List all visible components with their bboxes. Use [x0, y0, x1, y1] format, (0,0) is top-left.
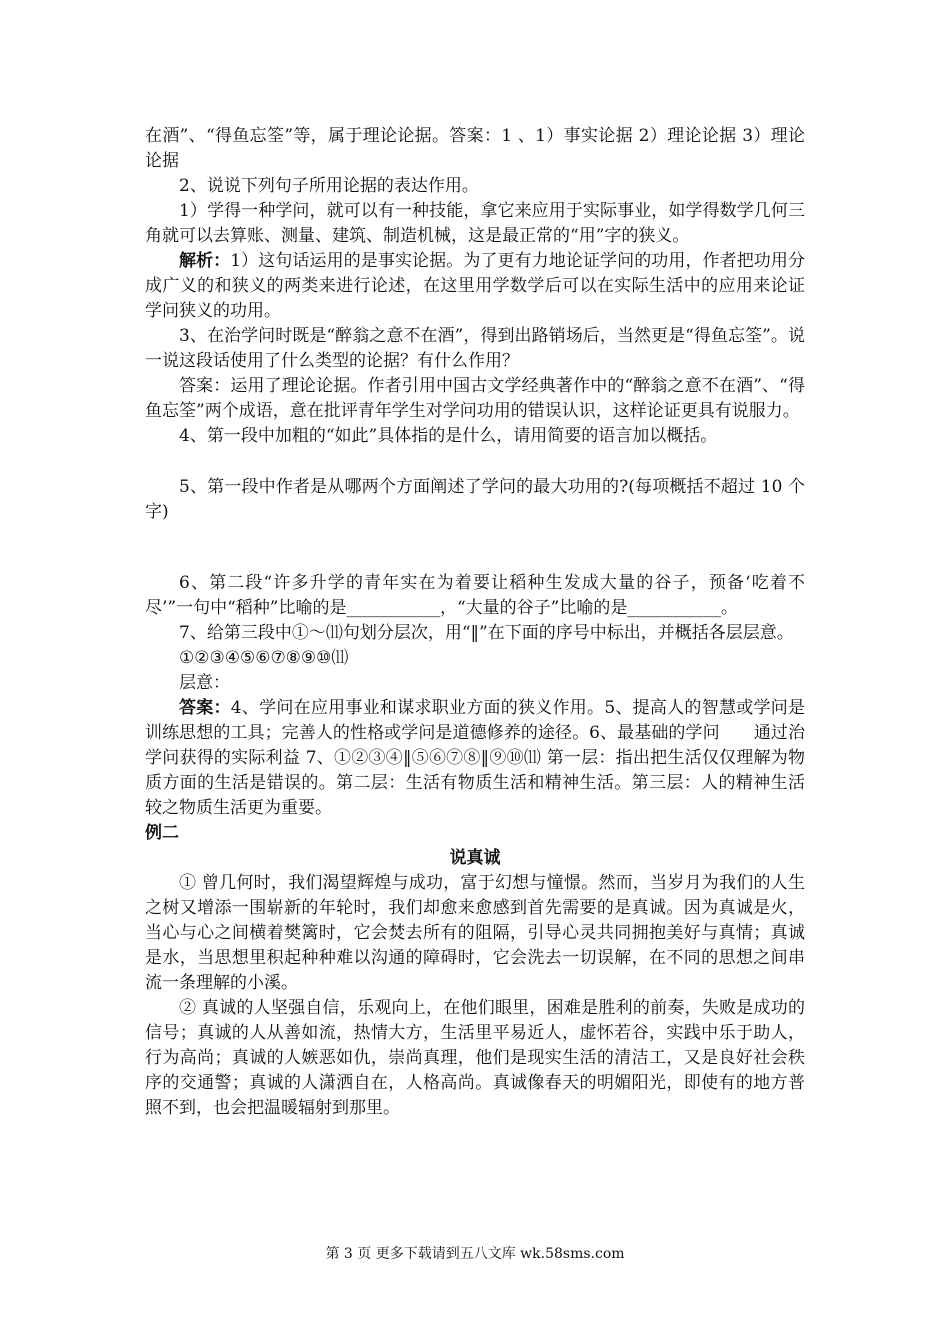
analysis-paragraph [145, 249, 805, 324]
question-3-answer: 答案：运用了理论论据。作者引用中国古文学经典著作中的“醉翁之意不在酒”、“得鱼忘筌”两个成语，意在批评青年学生对学问功用的错误认识，这样论证更具有说服力。 [145, 376, 805, 421]
example-label: 例二 [145, 823, 179, 843]
question-7: 7、给第三段中①～⑾句划分层次，用“‖”在下面的序号中标出，并概括各层层意。 [179, 623, 794, 643]
answer-label: 答案： [179, 698, 231, 718]
essay-paragraph-2: ② 真诚的人坚强自信，乐观向上，在他们眼里，困难是胜利的前奏，失败是成功的信号；真诚的人从善如流，热情大方，生活里平易近人，虚怀若谷，实践中乐于助人，行为高尚；真诚的人嫉恶如仇，崇尚真理，他们是现实生活的清洁工，又是良好社会秩序的交通警；真诚的人潇洒自在，人格高尚。真诚像春天的明媚阳光，即使有的地方普照不到，也会把温暖辐射到那里。 [145, 998, 805, 1118]
analysis-label: 解析： [179, 251, 231, 271]
document-body [145, 124, 805, 1121]
paragraph-continuation: 在酒”、“得鱼忘筌”等，属于理论论据。答案：1 、1）事实论据 2）理论论据 3）理论论据 [145, 126, 805, 171]
question-2: 2、说说下列句子所用论据的表达作用。 [179, 176, 479, 196]
question-2-sentence: 1）学得一种学问，就可以有一种技能，拿它来应用于实际事业，如学得数学几何三角就可以去算账、测量、建筑、制造机械，这是最正常的“用”字的狭义。 [145, 201, 805, 246]
spacer [145, 525, 805, 551]
question-6: 6、第二段“许多升学的青年实在为着要让稻种生发成大量的谷子，预备‘吃着不尽’”一句中“稻种”比喻的是___________，“大量的谷子”比喻的是___________。 [145, 573, 805, 618]
question-7-numbers: ①②③④⑤⑥⑦⑧⑨⑩⑾ [179, 648, 349, 668]
answer-text: 4、学问在应用事业和谋求职业方面的狭义作用。5、提高人的智慧或学问是训练思想的工具；完善人的性格或学问是道德修养的途径。6、最基础的学问 通过治学问获得的实际利益 7、①②③④‖⑤⑥⑦⑧‖⑨⑩⑾ 第一层：指出把生活仅仅理解为物质方面的生活是错误的。第二层：生活有物质生活和精神生活。第三层：人的精神生活较之物质生活更为重要。 [145, 698, 805, 818]
essay-paragraph-1: ① 曾几何时，我们渴望辉煌与成功，富于幻想与憧憬。然而，当岁月为我们的人生之树又增添一围崭新的年轮时，我们却愈来愈感到首先需要的是真诚。因为真诚是火，当心与心之间横着樊篱时，它会焚去所有的阻隔，引导心灵共同拥抱美好与真情；真诚是水，当思想里积起种种难以沟通的障碍时，它会洗去一切误解，在不同的思想之间串流一条理解的小溪。 [145, 873, 805, 993]
analysis-text: 1）这句话运用的是事实论据。为了更有力地论证学问的功用，作者把功用分成广义的和狭义的两类来进行论述，在这里用学数学后可以在实际生活中的应用来论证学问狭义的功用。 [145, 251, 805, 321]
spacer [145, 449, 805, 475]
question-3: 3、在治学问时既是“醉翁之意不在酒”，得到出路销场后，当然更是“得鱼忘筌”。说一说这段话使用了什么类型的论据？有什么作用？ [145, 326, 805, 371]
essay-title: 说真诚 [449, 848, 501, 868]
answer-paragraph [145, 696, 805, 821]
question-4: 4、第一段中加粗的“如此”具体指的是什么，请用简要的语言加以概括。 [179, 426, 718, 446]
page-footer: 第 3 页 更多下载请到五八文库 wk.58sms.com [325, 1246, 625, 1262]
question-5: 5、第一段中作者是从哪两个方面阐述了学问的最大功用的?(每项概括不超过 10 个字) [145, 477, 805, 522]
question-7-meaning: 层意： [179, 673, 230, 693]
spacer [145, 551, 805, 571]
